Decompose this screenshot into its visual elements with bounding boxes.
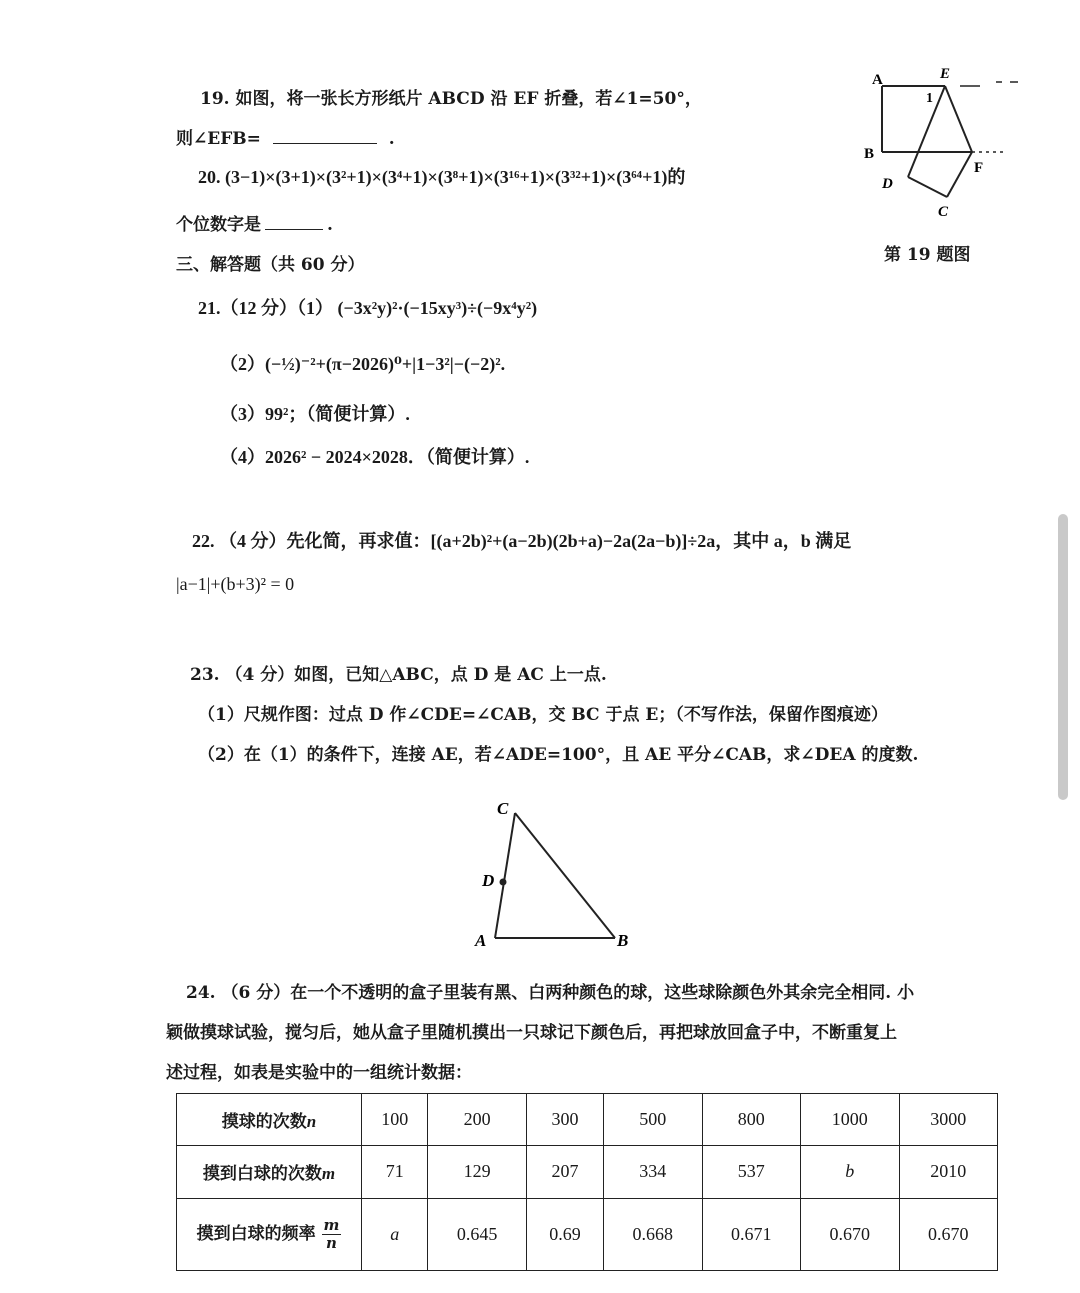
table-cell: 300: [526, 1094, 603, 1146]
section-heading: 三、解答题（共 60 分）: [176, 255, 365, 275]
row-header-m: 摸到白球的次数m: [177, 1146, 362, 1198]
q20-prefix: 个位数字是: [176, 215, 261, 235]
table-row: [177, 1146, 998, 1198]
table-row: [177, 1198, 998, 1270]
q23-label-A: A: [475, 931, 487, 950]
row-header-frequency: 摸到白球的频率 $\frac{m}{n}$: [177, 1198, 362, 1270]
q23-triangle-figure: [465, 790, 645, 955]
table-cell: 1000: [801, 1094, 899, 1146]
q20-answer-blank[interactable]: [265, 229, 323, 230]
table-row: [177, 1094, 998, 1146]
q19-label-A: A: [872, 72, 883, 88]
table-cell: 537: [702, 1146, 800, 1198]
q19-label-B: B: [864, 146, 875, 162]
q19-prefix: 则∠EFB=: [176, 129, 261, 149]
q21-part2: （2）(−½)⁻²+(π−2026)⁰+|1−3²|−(−2)².: [220, 354, 506, 374]
q23-label-C: C: [497, 799, 509, 818]
q19-figure-caption: 第 19 题图: [884, 245, 971, 265]
stats-table: [176, 1093, 998, 1271]
q19-line1: 19. 如图，将一张长方形纸片 ABCD 沿 EF 折叠，若∠1=50°，: [200, 89, 702, 109]
q19-figure-lines: [882, 82, 1018, 197]
q21-part1: 21.（12 分）（1） (−3x²y)²·(−15xy³)÷(−9x⁴y²): [198, 298, 538, 318]
table-cell: 0.670: [801, 1198, 899, 1270]
table-cell: 2010: [899, 1146, 998, 1198]
q23-label-D: D: [482, 871, 495, 890]
q22-line2: |a−1|+(b+3)² = 0: [176, 574, 295, 594]
row-header-n: 摸球的次数n: [177, 1094, 362, 1146]
q19-label-E: E: [940, 66, 951, 82]
q19-label-F: F: [974, 160, 984, 176]
table-cell: 0.671: [702, 1198, 800, 1270]
table-cell: a: [362, 1198, 428, 1270]
q20-line2: [176, 210, 333, 235]
table-cell: 800: [702, 1094, 800, 1146]
q19-suffix: .: [388, 129, 395, 149]
table-cell: 500: [604, 1094, 702, 1146]
q20-line1: 20. (3−1)×(3+1)×(3²+1)×(3⁴+1)×(3⁸+1)×(3¹⁶+1)×(3³²+1)×(3⁶⁴+1)的: [198, 167, 686, 187]
table-cell: 207: [526, 1146, 603, 1198]
q24-line2: 颖做摸球试验，搅匀后，她从盒子里随机摸出一只球记下颜色后，再把球放回盒子中，不断重复上: [166, 1023, 897, 1043]
q19-label-C: C: [938, 204, 949, 220]
q21-part4: （4）2026² − 2024×2028．（简便计算）.: [220, 447, 530, 467]
table-cell: 0.645: [428, 1198, 526, 1270]
table-cell: 100: [362, 1094, 428, 1146]
table-cell: 200: [428, 1094, 526, 1146]
table-cell: 0.69: [526, 1198, 603, 1270]
q23-side-BC: [515, 813, 615, 938]
frequency-fraction: $\frac{m}{n}$: [323, 1215, 340, 1252]
q21-part3: （3）99²；（简便计算）.: [220, 404, 410, 424]
q23-line1: 23. （4 分）如图，已知△ABC，点 D 是 AC 上一点.: [190, 665, 607, 685]
table-cell: b: [801, 1146, 899, 1198]
q19-answer-blank[interactable]: [273, 143, 377, 144]
table-cell: 334: [604, 1146, 702, 1198]
table-cell: 3000: [899, 1094, 998, 1146]
table-cell: 129: [428, 1146, 526, 1198]
q19-label-1: 1: [926, 91, 933, 106]
q23-part2: （2）在（1）的条件下，连接 AE，若∠ADE=100°，且 AE 平分∠CAB，求∠DEA 的度数.: [198, 745, 919, 765]
table-cell: 0.668: [604, 1198, 702, 1270]
q19-label-D: D: [882, 176, 893, 192]
q19-figure: [850, 62, 1050, 232]
q22-line1: 22. （4 分）先化简，再求值：[(a+2b)²+(a−2b)(2b+a)−2a(2a−b)]÷2a，其中 a，b 满足: [192, 531, 852, 551]
q24-line1: 24. （6 分）在一个不透明的盒子里装有黑、白两种颜色的球，这些球除颜色外其余完全相同. 小: [186, 983, 915, 1003]
q23-side-AC: [495, 813, 515, 938]
vertical-scrollbar[interactable]: [1058, 514, 1068, 800]
table-cell: 0.670: [899, 1198, 998, 1270]
q19-line2: [176, 124, 395, 149]
table-cell: 71: [362, 1146, 428, 1198]
q24-line3: 述过程，如表是实验中的一组统计数据：: [166, 1063, 472, 1083]
q20-suffix: .: [327, 215, 333, 235]
q23-point-D: [500, 879, 507, 886]
q23-label-B: B: [617, 931, 629, 950]
q23-part1: （1）尺规作图：过点 D 作∠CDE=∠CAB，交 BC 于点 E；（不写作法，保留作图痕迹）: [198, 705, 888, 725]
